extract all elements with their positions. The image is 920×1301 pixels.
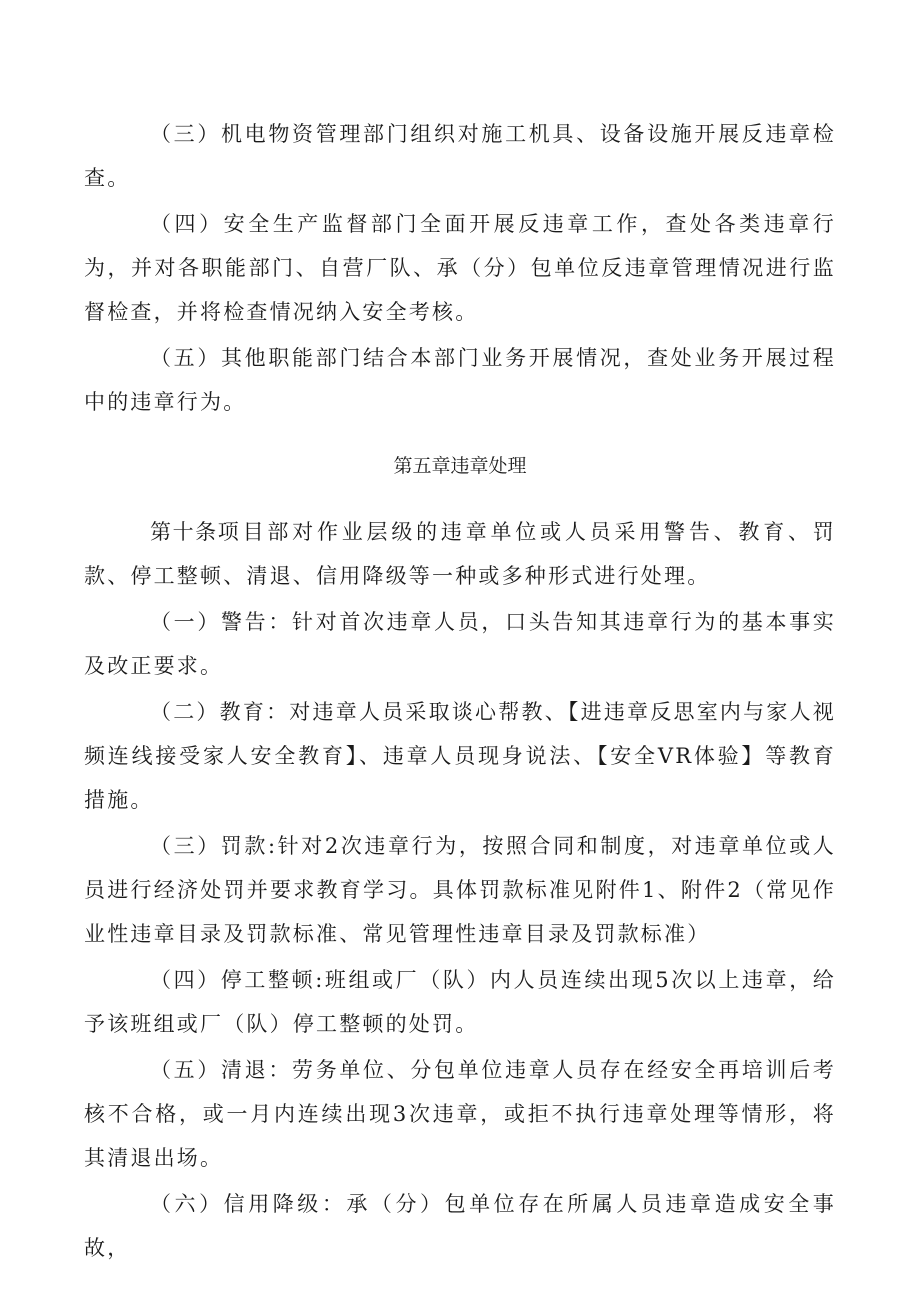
- article-text: 项目部对作业层级的违章单位或人员采用警告、教育、罚款、停工整顿、清退、信用降级等一种或多种形式进行处理。: [84, 520, 837, 588]
- measure-education: （二）教育：对违章人员采取谈心帮教、【进违章反思室内与家人视频连线接受家人安全教育】、违章人员现身说法、【安全VR体验】等教育措施。: [84, 700, 836, 812]
- measure-warning: （一）警告：针对首次违章人员，口头告知其违章行为的基本事实及改正要求。: [84, 610, 836, 678]
- measure-credit-downgrade: （六）信用降级：承（分）包单位存在所属人员违章造成安全事故，: [84, 1192, 836, 1260]
- measure-removal: （五）清退：劳务单位、分包单位违章人员存在经安全再培训后考核不合格，或一月内连续出现3次违章，或拒不执行违章处理等情形，将其清退出场。: [84, 1058, 836, 1170]
- paragraph-item-5: （五）其他职能部门结合本部门业务开展情况，查处业务开展过程中的违章行为。: [84, 346, 836, 414]
- measure-suspension: （四）停工整顿:班组或厂（队）内人员连续出现5次以上违章，给予该班组或厂（队）停工整顿的处罚。: [84, 968, 836, 1036]
- measure-fine: （三）罚款:针对2次违章行为，按照合同和制度，对违章单位或人员进行经济处罚并要求教育学习。具体罚款标准见附件1、附件2（常见作业性违章目录及罚款标准、常见管理性违章目录及罚款标准）: [84, 834, 836, 946]
- document-page: [84, 112, 836, 1272]
- paragraph-item-3: （三）机电物资管理部门组织对施工机具、设备设施开展反违章检查。: [84, 122, 836, 190]
- paragraph-item-4: （四）安全生产监督部门全面开展反违章工作，查处各类违章行为，并对各职能部门、自营厂队、承（分）包单位反违章管理情况进行监督检查，并将检查情况纳入安全考核。: [84, 212, 836, 324]
- chapter-heading: 第五章违章处理: [393, 455, 527, 477]
- article-label: 第十条: [150, 520, 218, 544]
- article-paragraph: [84, 510, 836, 598]
